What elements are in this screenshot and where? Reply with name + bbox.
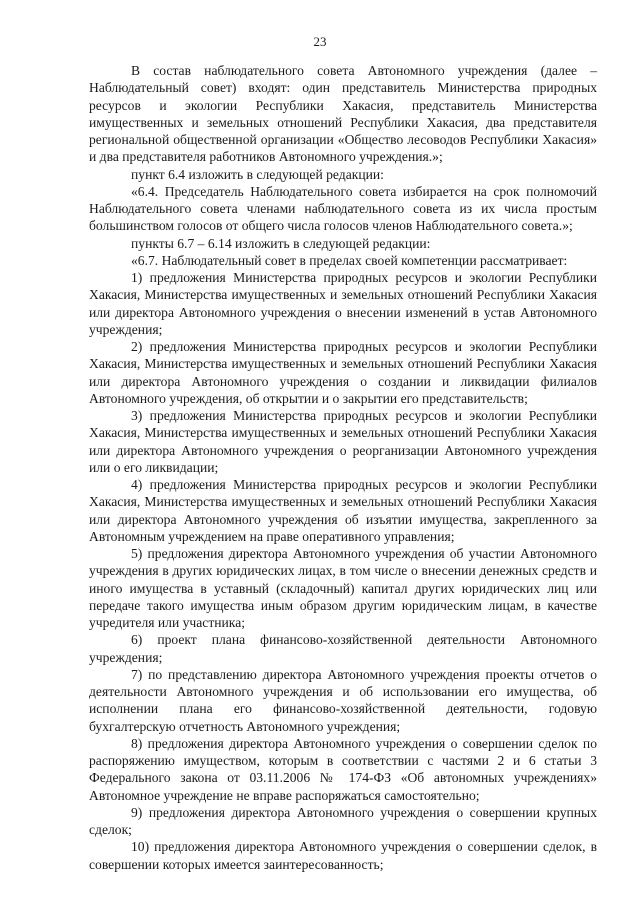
- list-item-6: 6) проект плана финансово-хозяйственной деятельности Автономного учреждения;: [89, 632, 597, 665]
- list-item-5: 5) предложения директора Автономного учреждения об участии Автономного учреждения в других юридических лицах, в том числе о внесении денежных средств и иного имущества в уставный (складочный) капитал других юридических лиц или передаче такого имущества иным образом другим юридическим лицам, в качестве учредителя или участника;: [89, 546, 597, 630]
- list-item-4: 4) предложения Министерства природных ресурсов и экологии Республики Хакасия, Министерства имущественных и земельных отношений Республики Хакасия или директора Автономного учреждения об изъятии имущества, закрепленного за Автономным учреждением на праве оперативного управления;: [89, 477, 597, 544]
- list-item-10: 10) предложения директора Автономного учреждения о совершении сделок, в совершении которых имеется заинтересованность;: [89, 839, 597, 872]
- paragraph-point-6-4: «6.4. Председатель Наблюдательного совета избирается на срок полномочий Наблюдательного совета членами наблюдательного совета из их числа простым большинством голосов от общего числа голосов членов Наблюдательного совета.»;: [89, 183, 597, 234]
- list-item-9: 9) предложения директора Автономного учреждения о совершении крупных сделок;: [89, 804, 597, 837]
- list-item-2: 2) предложения Министерства природных ресурсов и экологии Республики Хакасия, Министерства имущественных и земельных отношений Республики Хакасия или директора Автономного учреждения о создании и ликвидации филиалов Автономного учреждения, об открытии и о закрытии его представительств;: [89, 339, 597, 406]
- list-item-7: 7) по представлению директора Автономного учреждения проекты отчетов о деятельности Автономного учреждения и об использовании его имущества, об исполнении плана его финансово-хозяйственной деятельности, годовую бухгалтерскую отчетность Автономного учреждения;: [89, 666, 597, 734]
- paragraph-point-6-7: «6.7. Наблюдательный совет в пределах своей компетенции рассматривает:: [131, 252, 568, 268]
- paragraph-composition: В состав наблюдательного совета Автономного учреждения (далее – Наблюдательный совет) входят: один представитель Министерства природных ресурсов и экологии Республики Хакасия, представитель Министерства имущественных и земельных отношений Республики Хакасия, два представителя региональной общественной организации «Общество лесоводов Республики Хакасия» и два представителя работников Автономного учреждения.»;: [89, 63, 597, 165]
- list-item-1: 1) предложения Министерства природных ресурсов и экологии Республики Хакасия, Министерства имущественных и земельных отношений Республики Хакасия или директора Автономного учреждения о внесении изменений в устав Автономного учреждения;: [89, 270, 597, 337]
- list-item-8: 8) предложения директора Автономного учреждения о совершении сделок по распоряжению имуществом, которым в соответствии с частями 2 и 6 статьи 3 Федерального закона от 03.11.2006 № 174-ФЗ «Об автономных учреждениях» Автономное учреждение не вправе распоряжаться самостоятельно;: [89, 735, 597, 803]
- document-body: [89, 62, 597, 873]
- paragraph-point-6-4-intro: пункт 6.4 изложить в следующей редакции:: [131, 166, 384, 182]
- paragraph-points-6-7-6-14-intro: пункты 6.7 – 6.14 изложить в следующей редакции:: [131, 235, 431, 251]
- page-number: 23: [313, 34, 327, 49]
- list-item-3: 3) предложения Министерства природных ресурсов и экологии Республики Хакасия, Министерства имущественных и земельных отношений Республики Хакасия или директора Автономного учреждения о реорганизации Автономного учреждения или о его ликвидации;: [89, 408, 597, 475]
